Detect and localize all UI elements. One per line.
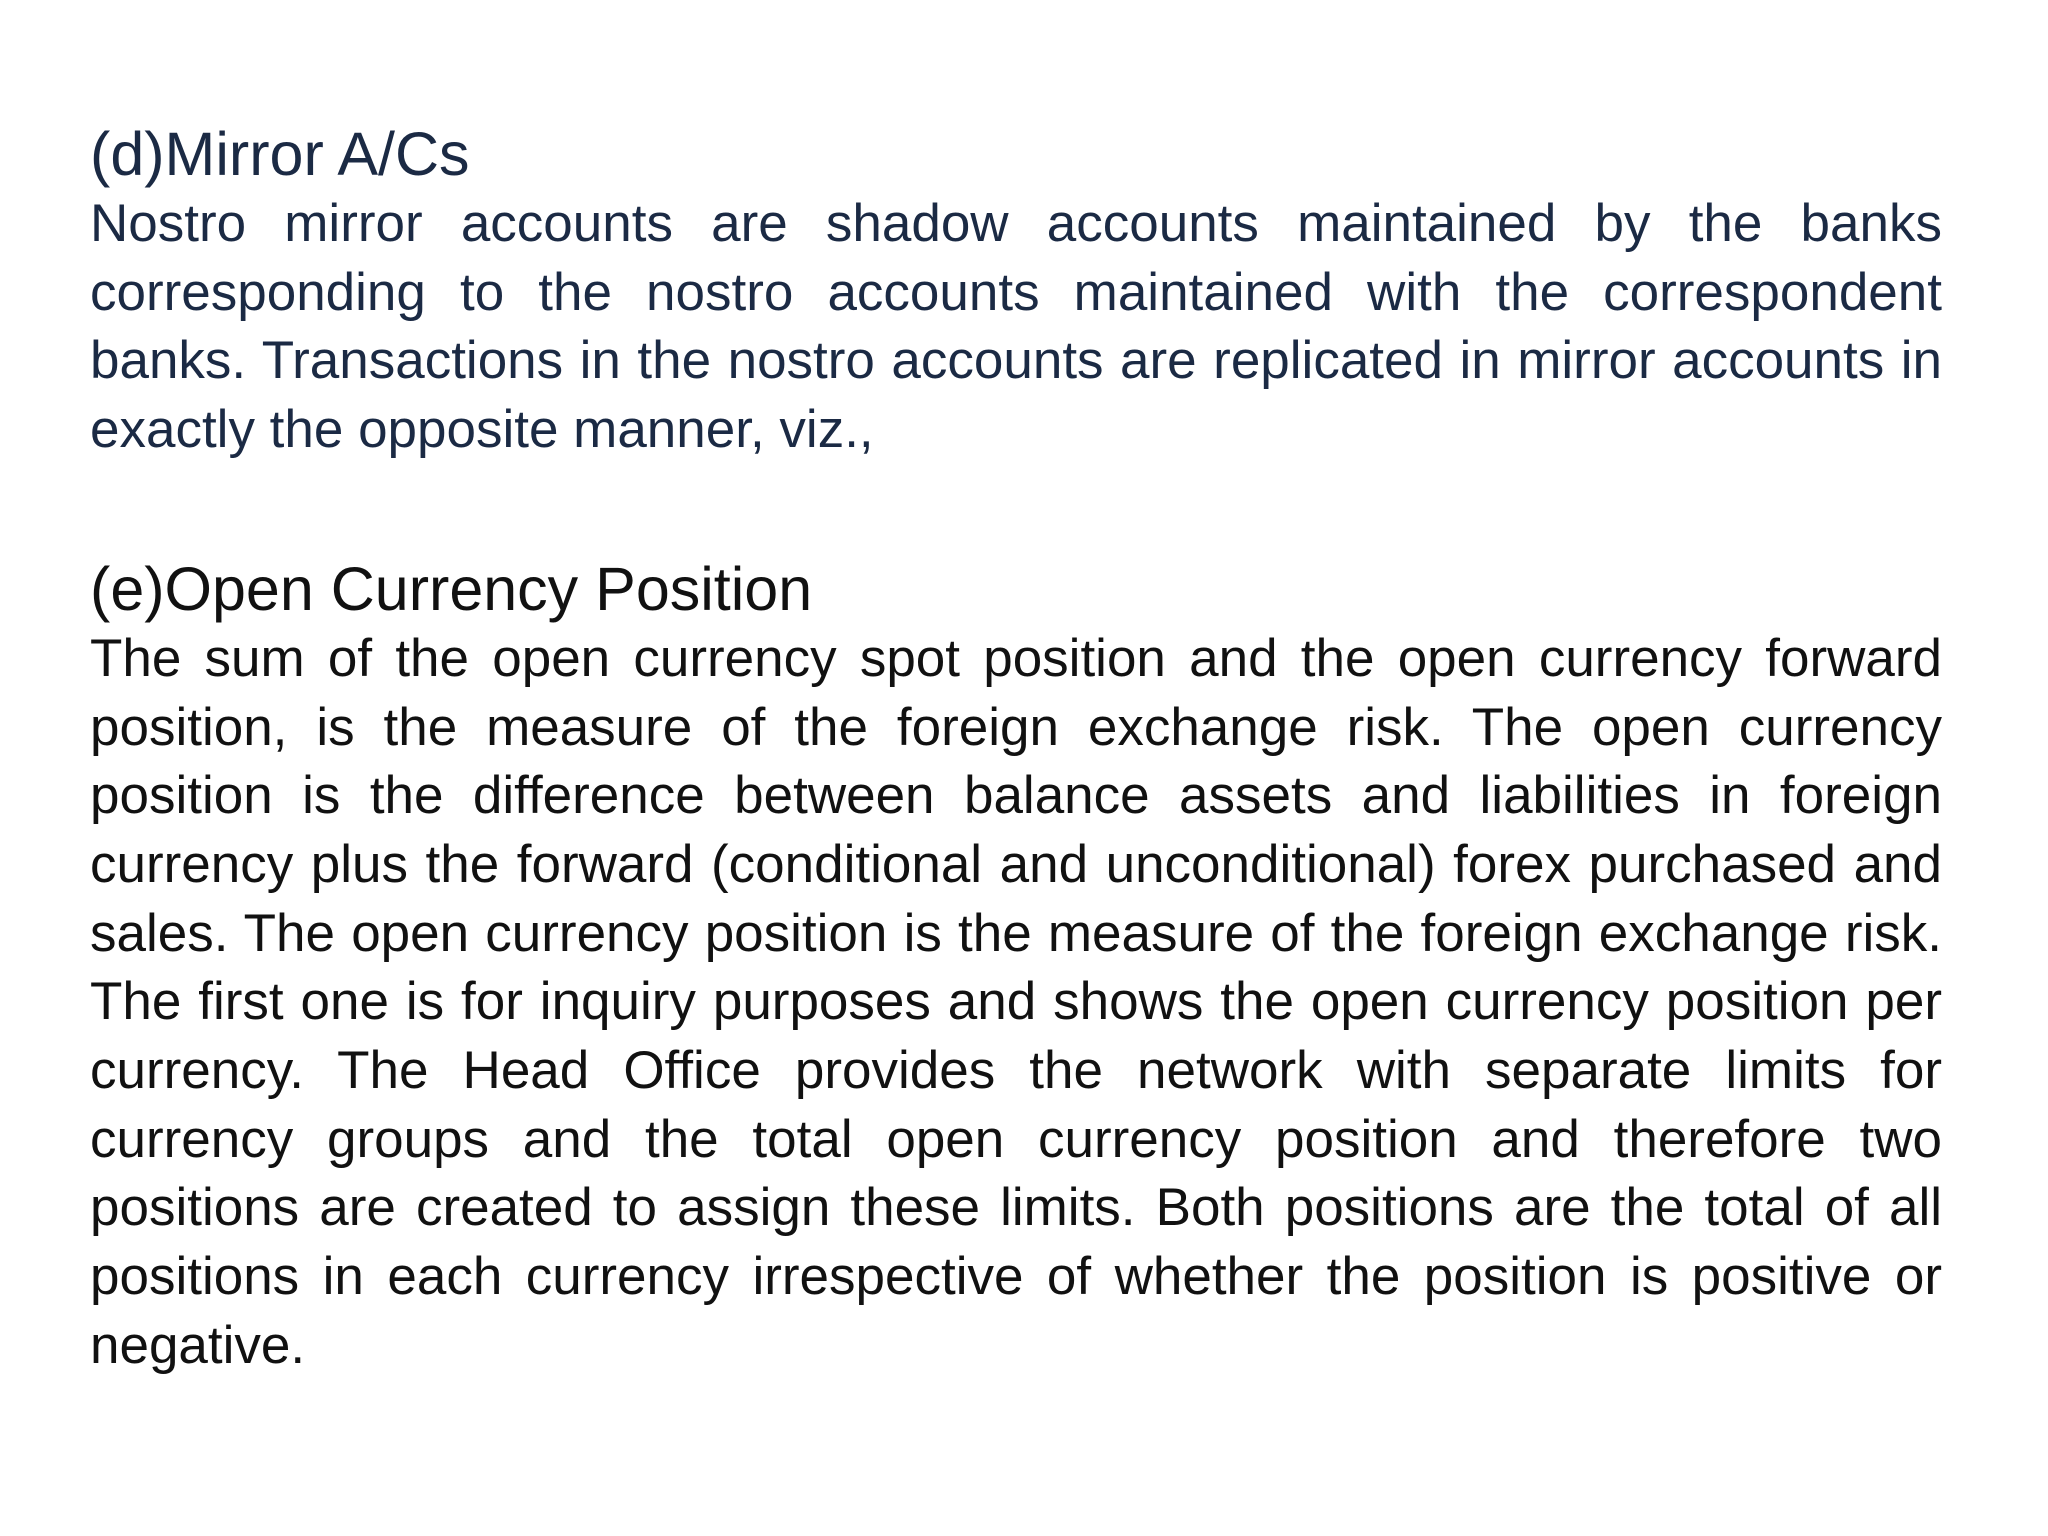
- section-heading-mirror-accounts: (d)Mirror A/Cs: [90, 120, 470, 188]
- section-heading-open-currency-position: (e)Open Currency Position: [90, 554, 813, 623]
- section-body-mirror-accounts: Nostro mirror accounts are shadow accounts maintained by the banks corresponding to the nostro accounts maintained with the correspondent banks. Transactions in the nostro accounts are replicated in mirror accounts in exactly the opposite manner, viz.,: [90, 194, 1942, 460]
- section-open-currency-position: [90, 553, 1942, 1381]
- section-body-open-currency-position: The sum of the open currency spot position and the open currency forward position, is the measure of the foreign exchange risk. The open currency position is the difference between balance assets and liabilities in foreign currency plus the forward (conditional and unconditional) forex purchased and sales. The open currency position is the measure of the foreign exchange risk. The first one is for inquiry purposes and shows the open currency position per currency. The Head Office provides the network with separate limits for currency groups and the total open currency position and therefore two positions are created to assign these limits. Both positions are the total of all positions in each currency irrespective of whether the position is positive or negative.: [90, 628, 1942, 1375]
- section-mirror-accounts: [90, 118, 1942, 465]
- slide-content: [90, 118, 1942, 1381]
